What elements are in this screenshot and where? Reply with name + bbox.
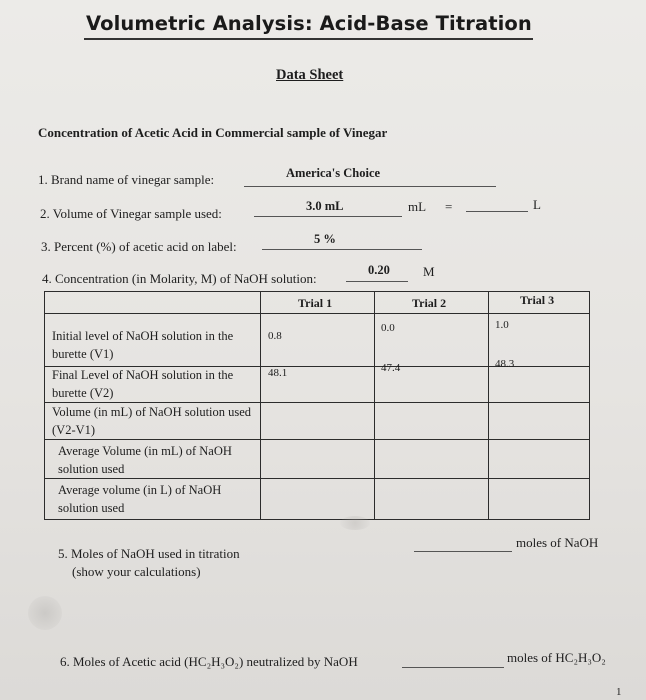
- section-heading: Concentration of Acetic Acid in Commercial sample of Vinegar: [38, 125, 388, 140]
- table-border-bottom: [44, 519, 590, 520]
- q6-answer-line[interactable]: [402, 667, 504, 668]
- q2-liters-line[interactable]: [466, 211, 528, 212]
- q2-answer-ml[interactable]: 3.0 mL: [306, 199, 344, 213]
- cell-final-trial-1[interactable]: 48.1: [268, 367, 288, 379]
- table-border-left: [44, 291, 45, 520]
- table-row-rule: [44, 478, 590, 479]
- q6-units: moles of HC₂H₃O₂: [507, 650, 606, 665]
- table-border-top: [44, 291, 590, 292]
- q5-label: [58, 545, 240, 581]
- q4-answer[interactable]: 0.20: [368, 263, 390, 277]
- q3-answer-line: [262, 249, 422, 250]
- q2-label: 2. Volume of Vinegar sample used:: [40, 206, 222, 221]
- paper-smudge: [28, 596, 62, 630]
- title-underline: [84, 38, 533, 40]
- q5-answer-line[interactable]: [414, 551, 512, 552]
- cell-initial-trial-1[interactable]: 0.8: [268, 330, 282, 342]
- cell-initial-trial-2[interactable]: 0.0: [381, 322, 395, 334]
- page-number: 1: [616, 686, 622, 698]
- q5-label-line-1: 5. Moles of NaOH used in titration: [58, 546, 240, 561]
- cell-final-trial-3[interactable]: 48.3: [495, 358, 515, 370]
- row-label-average-volume-ml: Average Volume (in mL) of NaOH solution used: [58, 444, 232, 476]
- q5-units: moles of NaOH: [516, 535, 599, 550]
- column-header-trial-3: Trial 3: [520, 293, 555, 307]
- data-sheet-heading: Data Sheet: [276, 67, 344, 83]
- row-label-average-volume-l: Average volume (in L) of NaOH solution used: [58, 483, 222, 515]
- document-title: Volumetric Analysis: Acid-Base Titration: [86, 12, 532, 35]
- q3-label: 3. Percent (%) of acetic acid on label:: [41, 239, 237, 254]
- q4-label: 4. Concentration (in Molarity, M) of NaOH solution:: [42, 271, 317, 286]
- q1-answer[interactable]: America's Choice: [286, 166, 381, 180]
- q2-unit-l: L: [533, 197, 541, 212]
- table-row-rule: [44, 439, 590, 440]
- q2-answer-line: [254, 216, 402, 217]
- table-header-rule: [44, 313, 590, 314]
- column-header-trial-1: Trial 1: [298, 296, 333, 310]
- row-label-initial-level: Initial level of NaOH solution in the burette (V1): [52, 329, 234, 361]
- q2-unit-ml: mL: [408, 199, 427, 214]
- q2-equals: =: [445, 199, 453, 214]
- q1-label: 1. Brand name of vinegar sample:: [38, 172, 215, 187]
- q1-answer-line: [244, 186, 496, 187]
- q3-answer[interactable]: 5 %: [314, 232, 336, 246]
- row-label-volume-used: Volume (in mL) of NaOH solution used (V2-V1): [52, 405, 252, 437]
- q4-answer-line: [346, 281, 408, 282]
- row-label-final-level: Final Level of NaOH solution in the burette (V2): [52, 368, 234, 400]
- table-column-rule: [488, 291, 489, 520]
- q5-label-line-2: (show your calculations): [72, 564, 201, 579]
- table-border-right: [589, 291, 590, 520]
- table-column-rule: [374, 291, 375, 520]
- q6-label: 6. Moles of Acetic acid (HC₂H₃O₂) neutralized by NaOH: [60, 654, 358, 669]
- column-header-trial-2: Trial 2: [412, 296, 447, 310]
- cell-initial-trial-3[interactable]: 1.0: [495, 319, 509, 331]
- q4-unit: M: [423, 264, 435, 279]
- cell-final-trial-2[interactable]: 47.4: [381, 362, 401, 374]
- paper-smudge: [340, 516, 370, 530]
